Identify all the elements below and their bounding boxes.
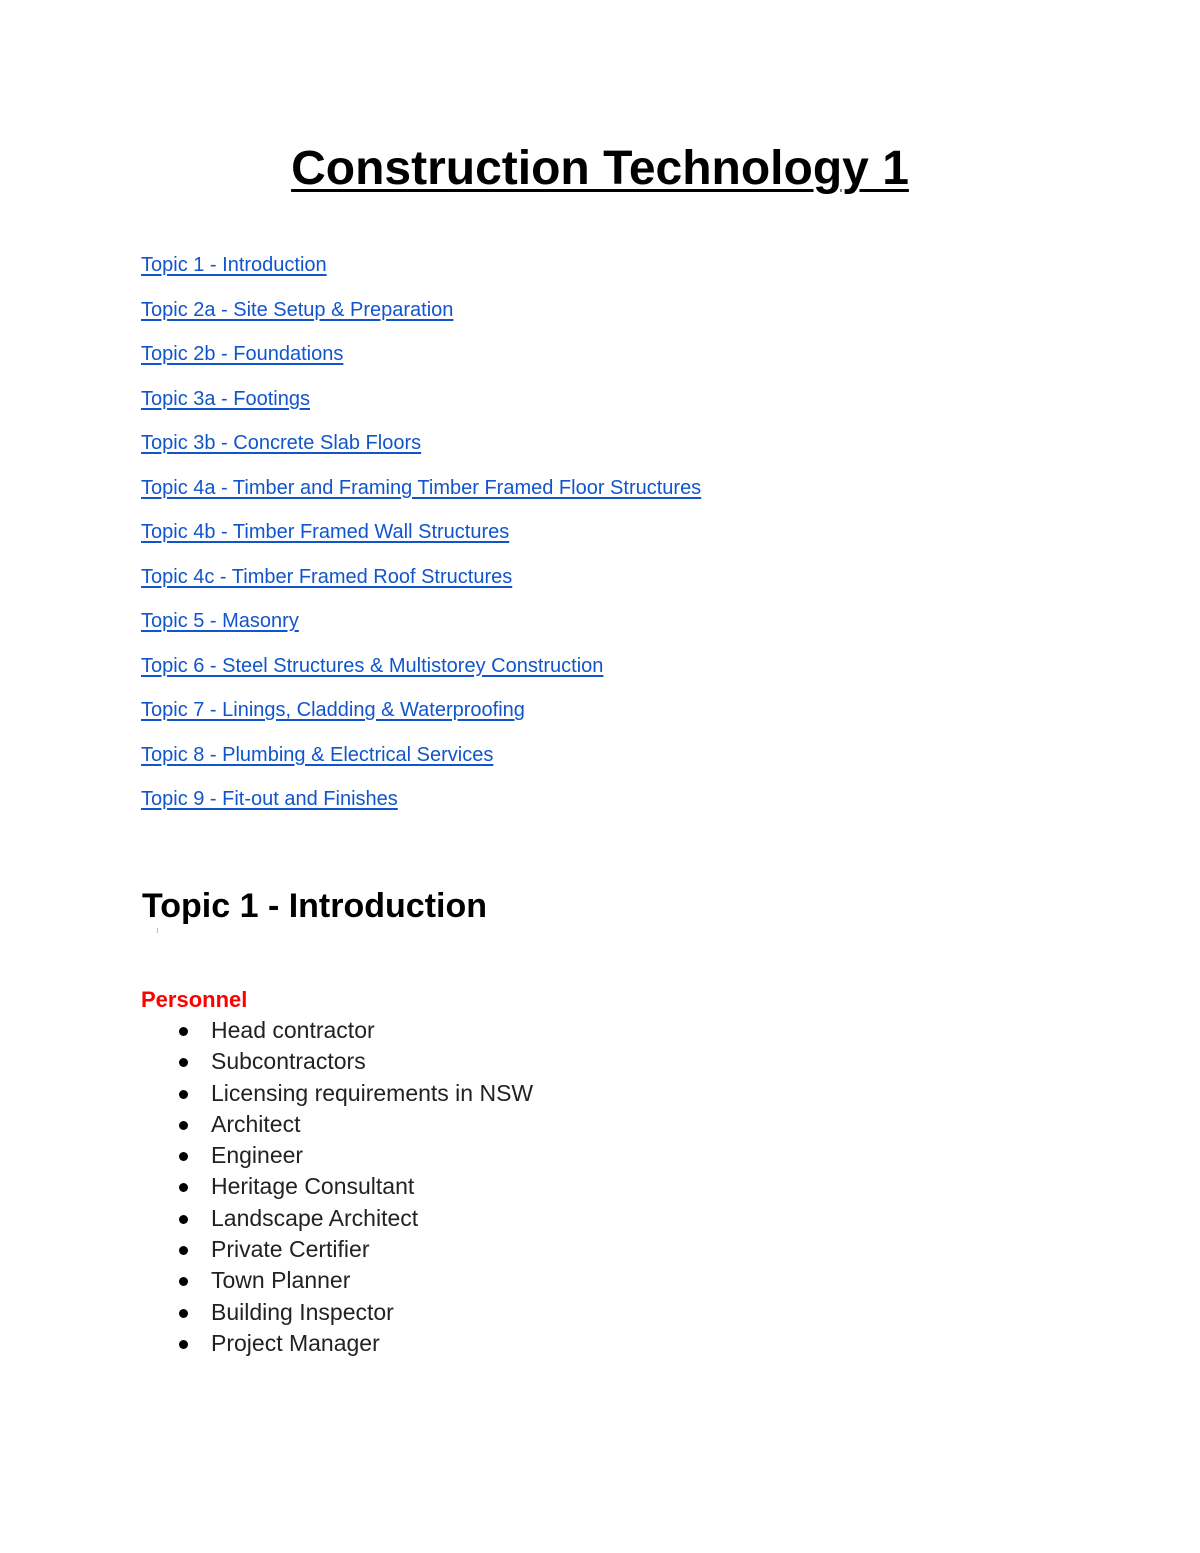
text-cursor-mark — [157, 928, 158, 933]
bullet-icon — [179, 1090, 188, 1099]
toc-link-topic-5[interactable]: Topic 5 - Masonry — [141, 610, 299, 632]
list-item-text: Subcontractors — [211, 1048, 366, 1075]
toc-link-topic-3b[interactable]: Topic 3b - Concrete Slab Floors — [141, 432, 422, 454]
bullet-icon — [179, 1246, 188, 1255]
bullet-icon — [179, 1309, 188, 1318]
list-item — [177, 1297, 533, 1328]
toc-item — [141, 297, 701, 342]
list-item-text: Engineer — [211, 1142, 304, 1169]
toc-item — [141, 430, 701, 475]
list-item — [177, 1046, 533, 1077]
toc-link-topic-3a[interactable]: Topic 3a - Footings — [141, 387, 310, 410]
toc-link-topic-6[interactable]: Topic 6 - Steel Structures & Multistorey Construction — [141, 654, 604, 677]
personnel-list — [177, 1015, 533, 1359]
toc-item — [141, 386, 701, 431]
toc-link-topic-2b[interactable]: Topic 2b - Foundations — [141, 343, 344, 365]
toc-link-topic-4a[interactable]: Topic 4a - Timber and Framing Timber Framed Floor Structures — [141, 476, 702, 499]
list-item — [177, 1328, 533, 1359]
toc-link-topic-9[interactable]: Topic 9 - Fit-out and Finishes — [141, 788, 398, 810]
bullet-icon — [179, 1340, 188, 1349]
list-item-text: Licensing requirements in NSW — [211, 1079, 534, 1106]
toc-link-topic-1[interactable]: Topic 1 - Introduction — [141, 254, 327, 276]
toc-link-topic-4b[interactable]: Topic 4b - Timber Framed Wall Structures — [141, 521, 510, 543]
bullet-icon — [179, 1121, 188, 1130]
personnel-subheading: Personnel — [141, 987, 248, 1012]
toc-link-topic-8[interactable]: Topic 8 - Plumbing & Electrical Services — [141, 743, 494, 766]
list-item-text: Town Planner — [211, 1267, 351, 1294]
toc-item — [141, 697, 701, 742]
list-item — [177, 1265, 533, 1296]
bullet-icon — [179, 1152, 188, 1161]
list-item-text: Project Manager — [211, 1329, 380, 1356]
bullet-icon — [179, 1027, 188, 1036]
toc-item — [141, 341, 701, 386]
list-item-text: Private Certifier — [211, 1236, 370, 1263]
list-item-text: Architect — [211, 1110, 301, 1137]
toc-item — [141, 653, 701, 698]
bullet-icon — [179, 1058, 188, 1067]
toc-item — [141, 475, 701, 520]
toc-item — [141, 608, 701, 653]
toc-link-topic-2a[interactable]: Topic 2a - Site Setup & Preparation — [141, 298, 454, 321]
list-item-text: Heritage Consultant — [211, 1173, 415, 1200]
list-item — [177, 1171, 533, 1202]
list-item-text: Building Inspector — [211, 1298, 394, 1325]
bullet-icon — [179, 1215, 188, 1224]
page-title: Construction Technology 1 — [291, 142, 909, 195]
list-item — [177, 1109, 533, 1140]
toc-link-topic-4c[interactable]: Topic 4c - Timber Framed Roof Structures — [141, 565, 513, 588]
bullet-icon — [179, 1277, 188, 1286]
table-of-contents — [141, 252, 701, 831]
list-item — [177, 1203, 533, 1234]
toc-link-topic-7[interactable]: Topic 7 - Linings, Cladding & Waterproofing — [141, 699, 525, 721]
list-item — [177, 1234, 533, 1265]
list-item-text: Landscape Architect — [211, 1204, 419, 1231]
bullet-icon — [179, 1183, 188, 1192]
list-item — [177, 1015, 533, 1046]
toc-item — [141, 519, 701, 564]
section-heading: Topic 1 - Introduction — [142, 887, 487, 925]
toc-item — [141, 742, 701, 787]
list-item-text: Head contractor — [211, 1017, 375, 1043]
toc-item — [141, 252, 701, 297]
list-item — [177, 1140, 533, 1171]
toc-item — [141, 564, 701, 609]
list-item — [177, 1078, 533, 1109]
toc-item — [141, 786, 701, 831]
